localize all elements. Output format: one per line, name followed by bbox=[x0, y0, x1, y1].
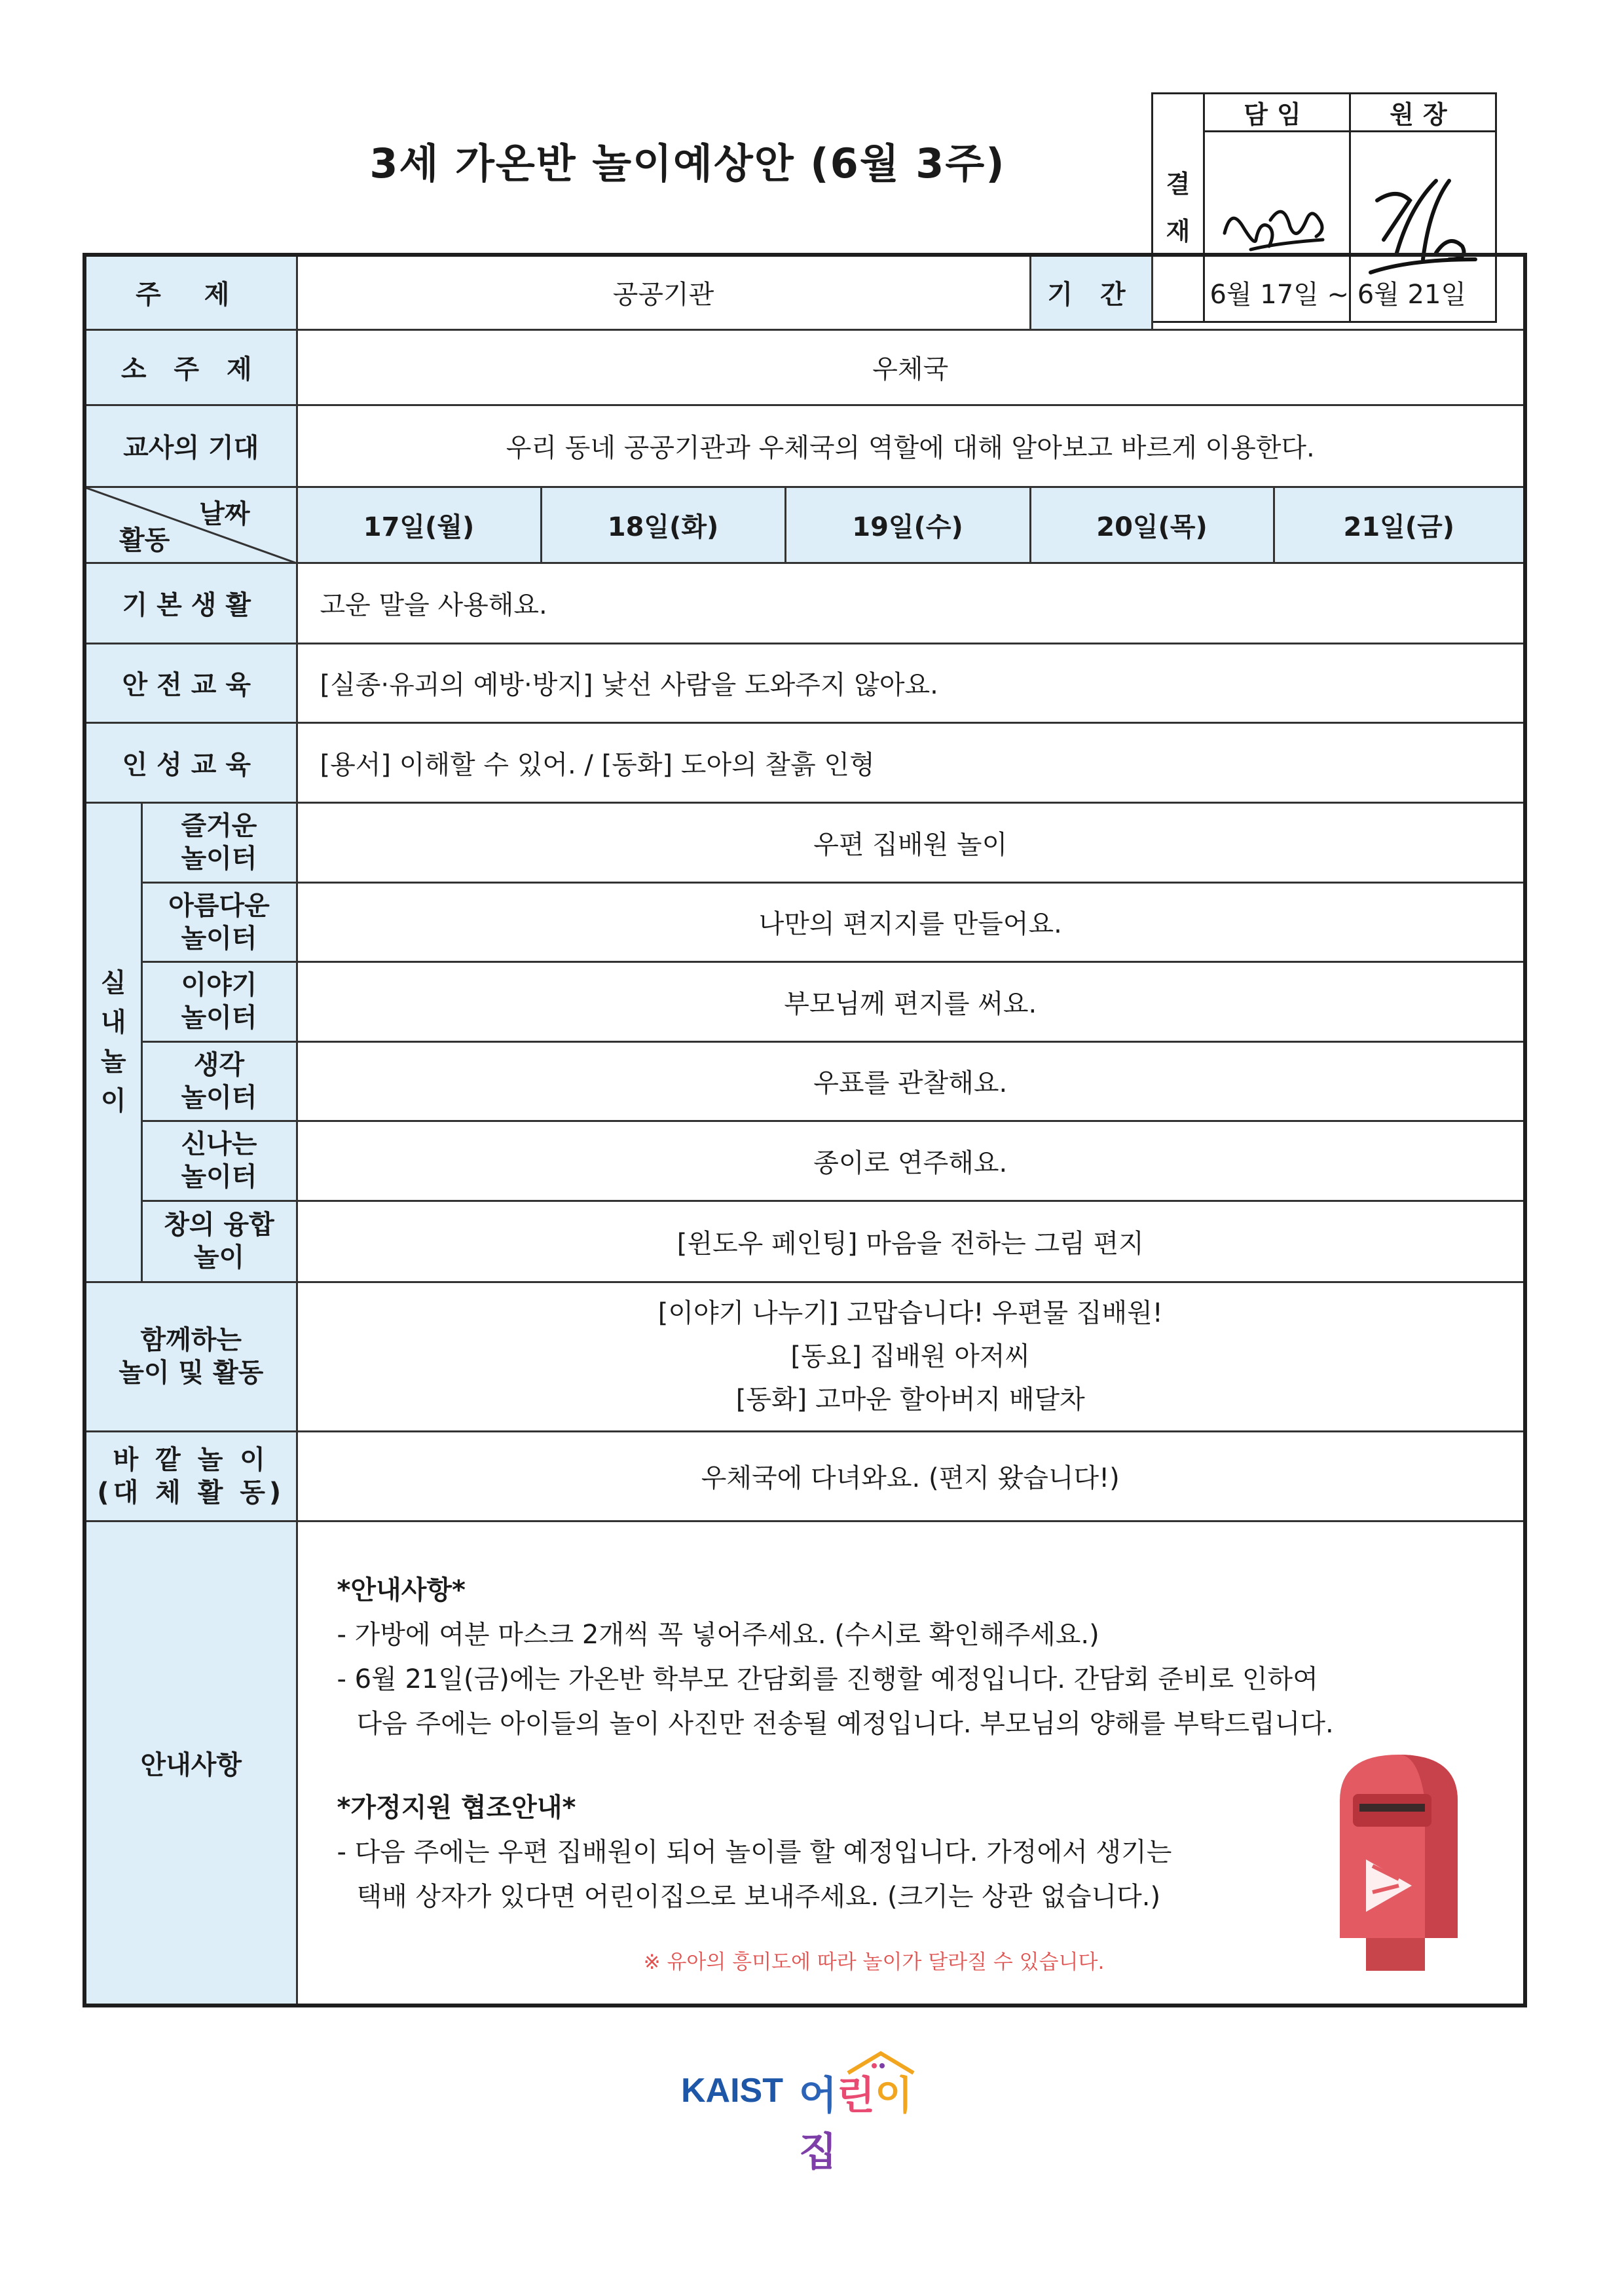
day-header-1: 18일(화) bbox=[541, 487, 785, 563]
notice-line-4: - 다음 주에는 우편 집배원이 되어 놀이를 할 예정입니다. 가정에서 생기는 bbox=[337, 1837, 1172, 1867]
period-label: 기 간 bbox=[1030, 255, 1152, 329]
basic-life-label: 기본생활 bbox=[84, 563, 297, 643]
approval-side-label: 결 재 bbox=[1153, 94, 1204, 322]
date-label: 날짜 bbox=[199, 498, 250, 529]
day-header-4: 21일(금) bbox=[1274, 487, 1525, 563]
together-line-0: [이야기 나누기] 고맙습니다! 우편물 집배원! bbox=[657, 1298, 1163, 1328]
subtheme-label: 소 주 제 bbox=[84, 329, 297, 405]
theme-label: 주 제 bbox=[84, 255, 297, 329]
expect-label: 교사의 기대 bbox=[84, 405, 297, 487]
together-label: 함께하는 놀이 및 활동 bbox=[84, 1282, 297, 1431]
notice-line-2: - 6월 21일(금)에는 가온반 학부모 간담회를 진행할 예정입니다. 간담회 준비로 인하여 bbox=[337, 1664, 1318, 1694]
page-title: 3세 가온반 놀이예상안 (6월 3주) bbox=[369, 140, 1006, 187]
activity-label: 활동 bbox=[119, 525, 170, 555]
theme-value: 공공기관 bbox=[297, 255, 1030, 329]
indoor-value-2: 부모님께 편지를 써요. bbox=[297, 961, 1525, 1041]
logo-korean-text: 어린이집 bbox=[799, 2073, 913, 2175]
day-header-3: 20일(목) bbox=[1030, 487, 1274, 563]
notice-label: 안내사항 bbox=[84, 1521, 297, 2006]
notice-content bbox=[297, 1521, 1525, 2006]
notice-line-5: 택배 상자가 있다면 어린이집으로 보내주세요. (크기는 상관 없습니다.) bbox=[356, 1881, 1161, 1912]
expect-value: 우리 동네 공공기관과 우체국의 역할에 대해 알아보고 바르게 이용한다. bbox=[297, 405, 1525, 487]
weekly-plan-table bbox=[83, 253, 1527, 2007]
indoor-play-label: 실 내 놀 이 bbox=[84, 802, 141, 1282]
character-value: [용서] 이해할 수 있어. / [동화] 도아의 찰흙 인형 bbox=[297, 722, 1525, 802]
basic-life-value: 고운 말을 사용해요. bbox=[297, 563, 1525, 643]
home-support-heading: *가정지원 협조안내* bbox=[337, 1792, 576, 1823]
day-header-2: 19일(수) bbox=[785, 487, 1030, 563]
notice-heading: *안내사항* bbox=[337, 1575, 466, 1605]
indoor-value-1: 나만의 편지지를 만들어요. bbox=[297, 882, 1525, 961]
together-line-1: [동요] 집배원 아저씨 bbox=[790, 1341, 1031, 1371]
indoor-label-4: 신나는 놀이터 bbox=[141, 1121, 297, 1201]
logo-roof-icon bbox=[845, 2050, 917, 2076]
indoor-value-5: [윈도우 페인팅] 마음을 전하는 그림 편지 bbox=[297, 1201, 1525, 1282]
logo-kaist-text: KAIST bbox=[681, 2072, 783, 2110]
approval-director-header: 원장 bbox=[1350, 94, 1496, 132]
mailbox-illustration bbox=[1320, 1742, 1490, 1977]
indoor-label-1: 아름다운 놀이터 bbox=[141, 882, 297, 961]
subtheme-value: 우체국 bbox=[297, 329, 1525, 405]
indoor-label-3: 생각 놀이터 bbox=[141, 1041, 297, 1121]
approval-teacher-header: 담임 bbox=[1204, 94, 1350, 132]
notice-line-1: - 가방에 여분 마스크 2개씩 꼭 넣어주세요. (수시로 확인해주세요.) bbox=[337, 1619, 1099, 1650]
together-line-2: [동화] 고마운 할아버지 배달차 bbox=[735, 1385, 1085, 1415]
indoor-value-3: 우표를 관찰해요. bbox=[297, 1041, 1525, 1121]
character-label: 인성교육 bbox=[84, 722, 297, 802]
together-value bbox=[297, 1282, 1525, 1431]
indoor-label-0: 즐거운 놀이터 bbox=[141, 802, 297, 882]
date-activity-header bbox=[84, 487, 297, 563]
outdoor-label: 바 깥 놀 이 (대 체 활 동) bbox=[84, 1431, 297, 1521]
notice-footnote: ※ 유아의 흥미도에 따라 놀이가 달라질 수 있습니다. bbox=[643, 1950, 1105, 1974]
indoor-label-5: 창의 융합 놀이 bbox=[141, 1201, 297, 1282]
indoor-value-4: 종이로 연주해요. bbox=[297, 1121, 1525, 1201]
safety-value: [실종·유괴의 예방·방지] 낯선 사람을 도와주지 않아요. bbox=[297, 643, 1525, 722]
indoor-value-0: 우편 집배원 놀이 bbox=[297, 802, 1525, 882]
outdoor-value: 우체국에 다녀와요. (편지 왔습니다!) bbox=[297, 1431, 1525, 1521]
period-value: 6월 17일 ~ 6월 21일 bbox=[1152, 255, 1525, 329]
kaist-kindergarten-logo bbox=[681, 2050, 943, 2175]
day-header-0: 17일(월) bbox=[297, 487, 541, 563]
indoor-label-2: 이야기 놀이터 bbox=[141, 961, 297, 1041]
notice-line-3: 다음 주에는 아이들의 놀이 사진만 전송될 예정입니다. 부모님의 양해를 부탁드립니다. bbox=[356, 1708, 1334, 1739]
safety-label: 안전교육 bbox=[84, 643, 297, 722]
